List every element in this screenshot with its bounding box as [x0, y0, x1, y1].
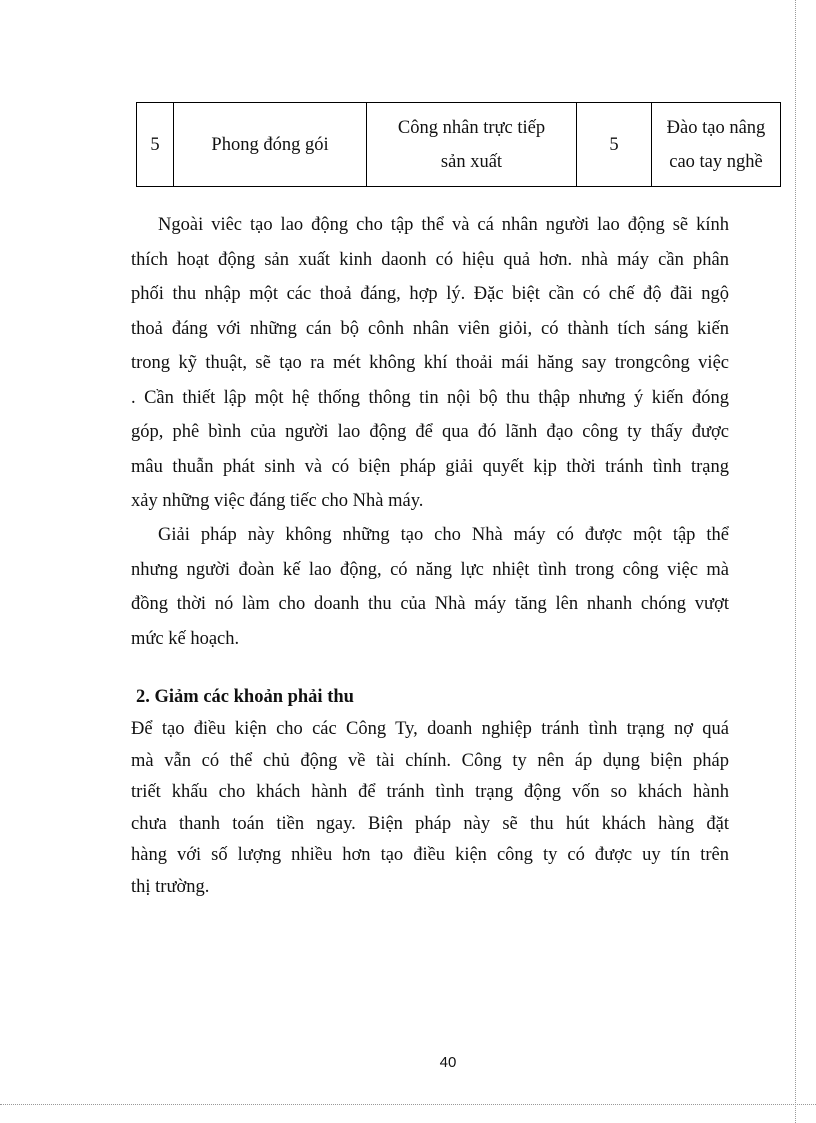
- paragraph-line: mức kế hoạch.: [131, 628, 240, 649]
- paragraph-line: phối thu nhập một các thoả đáng, hợp lý. Đặc biệt cần có chế độ đãi ngộ: [131, 284, 729, 304]
- cell-training: [652, 103, 781, 187]
- cell-department: Phong đóng gói: [174, 103, 367, 187]
- paragraph-line: đồng thời nó làm cho doanh thu của Nhà máy tăng lên nhanh chóng vượt: [131, 594, 729, 614]
- cell-stt: 5: [137, 103, 174, 187]
- paragraph-solution-benefits: [131, 518, 729, 656]
- paragraph-line: nhưng người đoàn kế lao động, có năng lực nhiệt tình trong công việc mà: [131, 559, 729, 580]
- page-border-bottom: [0, 1104, 816, 1105]
- paragraph-line: mà vẫn có thể chủ động về tài chính. Công ty nên áp dụng biện pháp: [131, 750, 729, 771]
- cell-position-line: Công nhân trực tiếp: [397, 117, 546, 138]
- paragraph-line: hàng với số lượng nhiều hơn tạo điều kiện công ty có được uy tín trên: [131, 845, 729, 865]
- paragraph-line: góp, phê bình của người lao động để qua đó lãnh đạo công ty thấy được: [131, 422, 729, 442]
- page-border-right: [795, 0, 796, 1123]
- cell-count: 5: [577, 103, 652, 187]
- cell-training-line: Đào tạo nâng: [666, 117, 766, 138]
- staff-training-table: [136, 102, 781, 187]
- paragraph-line: xảy những việc đáng tiếc cho Nhà máy.: [131, 491, 424, 511]
- cell-position-line: sản xuất: [440, 151, 503, 172]
- section-heading: 2. Giảm các khoản phải thu: [136, 687, 354, 707]
- paragraph-line: thoả đáng với những cán bộ cônh nhân viên giỏi, có thành tích sáng kiến: [131, 318, 729, 339]
- paragraph-line: thị trường.: [131, 876, 210, 897]
- paragraph-line: . Cần thiết lập một hệ thống thông tin nội bộ thu thập nhưng ý kiến đóng: [131, 387, 729, 408]
- page-number: 40: [439, 1054, 457, 1071]
- paragraph-receivables: [131, 714, 729, 903]
- cell-position: [367, 103, 577, 187]
- paragraph-line: Giải pháp này không những tạo cho Nhà máy có được một tập thể: [158, 525, 729, 545]
- paragraph-line: triết khấu cho khách hành để tránh tình trạng động vốn so khách hành: [131, 782, 729, 802]
- paragraph-line: Để tạo điều kiện cho các Công Ty, doanh nghiệp tránh tình trạng nợ quá: [131, 719, 729, 739]
- paragraph-line: mâu thuẫn phát sinh và có biện pháp giải quyết kịp thời tránh tình trạng: [131, 456, 729, 477]
- paragraph-line: chưa thanh toán tiền ngay. Biện pháp này sẽ thu hút khách hàng đặt: [131, 813, 729, 834]
- paragraph-line: thích hoạt động sản xuất kinh daonh có hiệu quả hơn. nhà máy cần phân: [131, 249, 729, 270]
- table-row: [137, 103, 781, 187]
- paragraph-labor-incentives: [131, 208, 729, 519]
- paragraph-line: trong kỹ thuật, sẽ tạo ra mét không khí thoải mái hăng say trongcông việc: [131, 353, 729, 373]
- paragraph-line: Ngoài viêc tạo lao động cho tập thể và cá nhân người lao động sẽ kính: [158, 215, 729, 235]
- cell-training-line: cao tay nghề: [669, 151, 763, 172]
